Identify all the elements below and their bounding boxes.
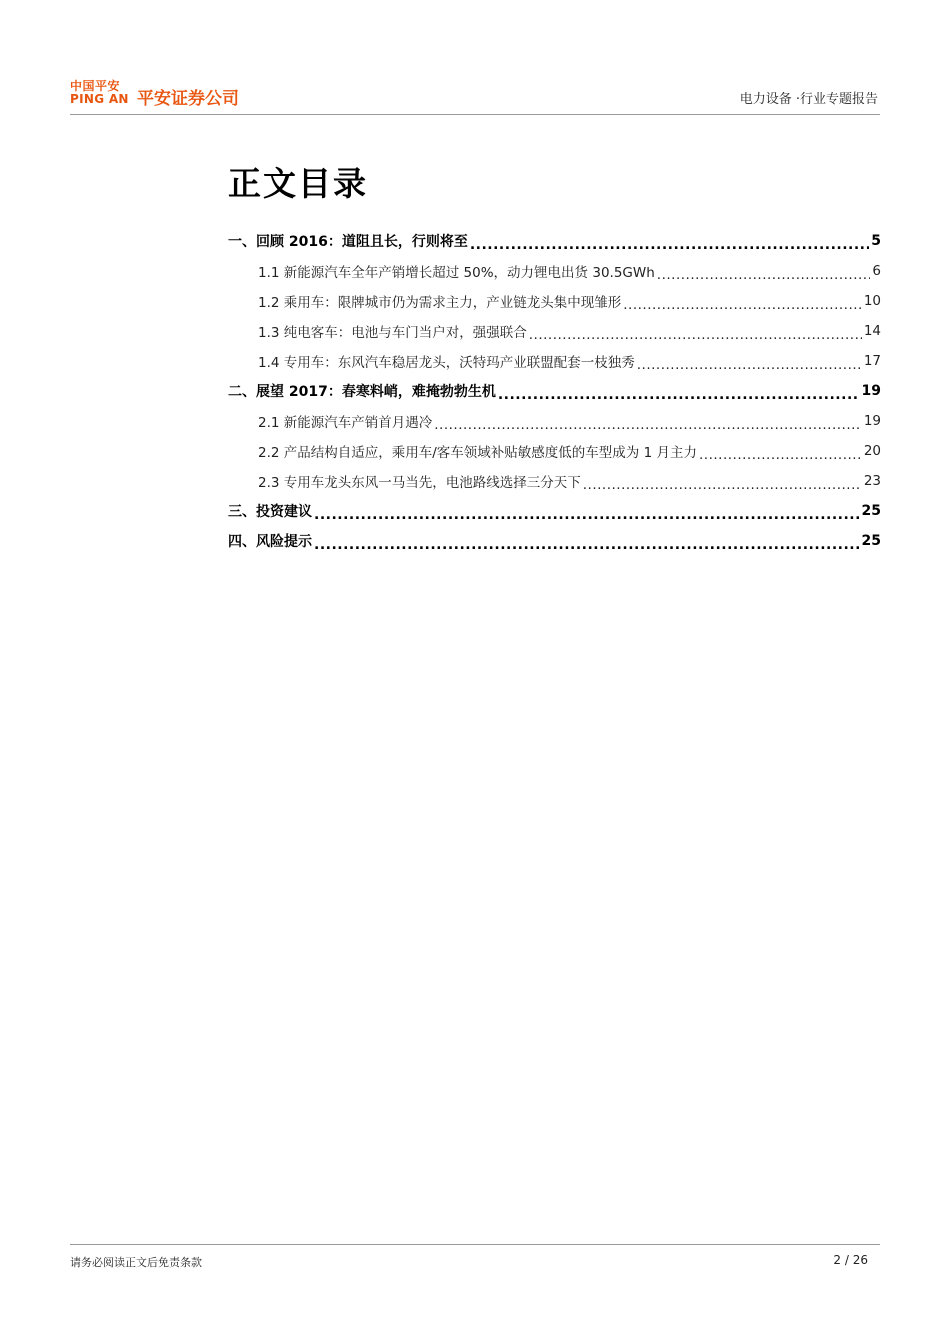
toc-entry-1-3[interactable]	[228, 316, 881, 346]
table-of-contents	[228, 226, 881, 556]
toc-entry-label: 一、回顾 2016：道阻且长，行则将至	[228, 234, 468, 250]
toc-entry-label: 1.1 新能源汽车全年产销增长超过 50%，动力锂电出货 30.5GWh	[258, 265, 655, 281]
toc-title: 正文目录	[228, 164, 368, 203]
toc-leader-dots	[583, 477, 862, 491]
toc-leader-dots	[314, 537, 860, 551]
footer-divider	[70, 1244, 880, 1245]
toc-leader-dots	[314, 507, 860, 521]
toc-entry-label: 三、投资建议	[228, 504, 312, 520]
report-category: 电力设备 ·行业专题报告	[739, 92, 878, 107]
toc-entry-4[interactable]	[228, 526, 881, 556]
toc-entry-label: 2.3 专用车龙头东风一马当先，电池路线选择三分天下	[258, 475, 581, 491]
page-number: 2 / 26	[833, 1253, 868, 1267]
toc-entry-3[interactable]	[228, 496, 881, 526]
toc-entry-page: 25	[861, 503, 881, 519]
toc-entry-2-2[interactable]	[228, 436, 881, 466]
toc-leader-dots	[623, 297, 862, 311]
toc-entry-1-4[interactable]	[228, 346, 881, 376]
toc-leader-dots	[498, 387, 860, 401]
toc-entry-page: 19	[863, 413, 881, 429]
toc-entry-2-3[interactable]	[228, 466, 881, 496]
toc-entry-1-2[interactable]	[228, 286, 881, 316]
toc-entry-page: 6	[872, 263, 881, 279]
toc-entry-label: 1.4 专用车：东风汽车稳居龙头，沃特玛产业联盟配套一枝独秀	[258, 355, 635, 371]
toc-leader-dots	[434, 417, 862, 431]
toc-entry-1[interactable]	[228, 226, 881, 256]
toc-leader-dots	[657, 267, 871, 281]
toc-entry-label: 2.2 产品结构自适应，乘用车/客车领域补贴敏感度低的车型成为 1 月主力	[258, 445, 697, 461]
toc-entry-label: 1.3 纯电客车：电池与车门当户对，强强联合	[258, 325, 527, 341]
page-header	[70, 76, 880, 116]
header-divider	[70, 114, 880, 115]
toc-entry-page: 14	[863, 323, 881, 339]
toc-leader-dots	[529, 327, 862, 341]
toc-entry-page: 5	[871, 233, 881, 249]
toc-entry-label: 二、展望 2017：春寒料峭，难掩勃勃生机	[228, 384, 496, 400]
toc-entry-2-1[interactable]	[228, 406, 881, 436]
logo-chinese-text: 中国平安	[70, 79, 121, 93]
toc-entry-2[interactable]	[228, 376, 881, 406]
toc-leader-dots	[637, 357, 862, 371]
toc-leader-dots	[470, 237, 869, 251]
toc-entry-page: 23	[863, 473, 881, 489]
footer-disclaimer: 请务必阅读正文后免责条款	[70, 1256, 202, 1269]
toc-entry-page: 19	[861, 383, 881, 399]
company-name: 平安证券公司	[137, 89, 239, 109]
logo-english-text: PING AN	[70, 92, 129, 106]
toc-entry-label: 1.2 乘用车：限牌城市仍为需求主力，产业链龙头集中现雏形	[258, 295, 622, 311]
toc-entry-label: 2.1 新能源汽车产销首月遇冷	[258, 415, 433, 431]
toc-entry-page: 17	[863, 353, 881, 369]
toc-entry-page: 25	[861, 533, 881, 549]
toc-entry-label: 四、风险提示	[228, 534, 312, 550]
toc-leader-dots	[699, 447, 862, 461]
toc-entry-1-1[interactable]	[228, 256, 881, 286]
toc-entry-page: 10	[863, 293, 881, 309]
toc-entry-page: 20	[863, 443, 881, 459]
